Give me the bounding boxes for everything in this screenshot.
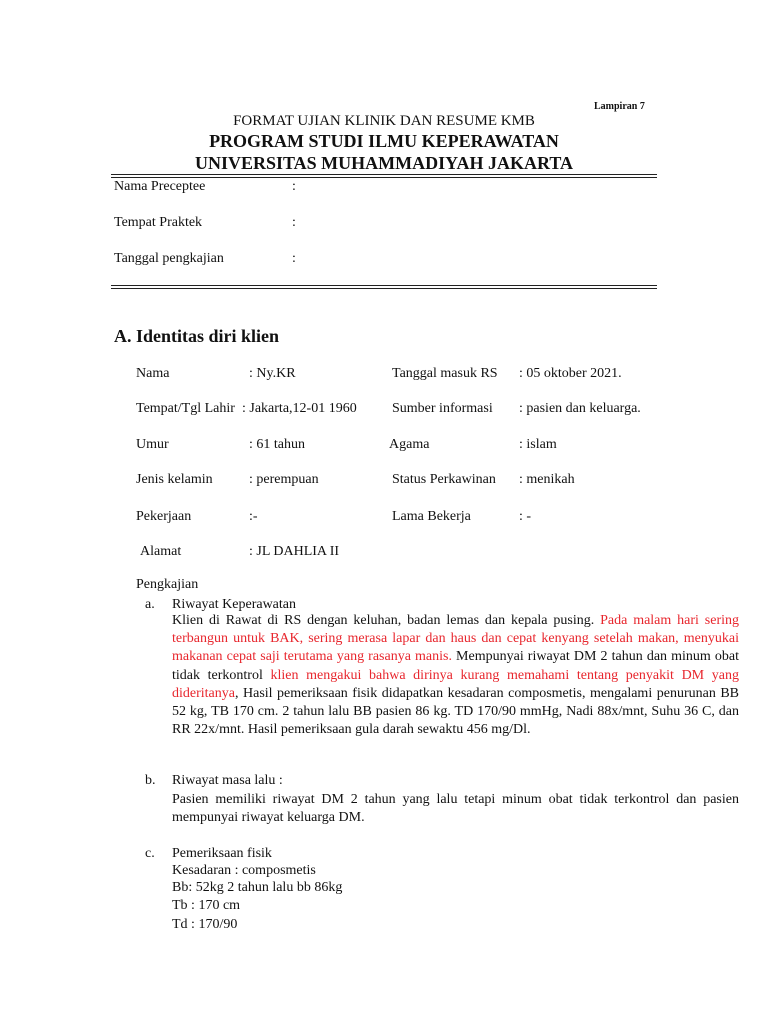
item-c-marker: c. (145, 846, 155, 861)
riwayat-masa-lalu-text: Pasien memiliki riwayat DM 2 tahun yang lalu tetapi minum obat tidak terkontrol dan pasien mempunyai riwayat keluarga DM. (172, 792, 739, 826)
riwayat-keperawatan-text (172, 612, 739, 739)
agama-label: Agama (389, 437, 430, 452)
fisik-line-kesadaran: Kesadaran : composmetis (172, 863, 316, 878)
jenis-kelamin-label: Jenis kelamin (136, 472, 213, 487)
riwayat-text-3: , Hasil pemeriksaan fisik didapatkan kesadaran composmetis, mengalami penurunan BB 52 kg, TB 170 cm. 2 tahun lalu BB pasien 86 kg. TD 170/90 mmHg, Nadi 88x/mnt, Suhu 36 C, dan RR 22x/mnt. Hasil pemeriksaan gula darah sewaktu 456 mg/Dl. (172, 685, 739, 738)
riwayat-text-red-1a: Pada malam hari (600, 613, 699, 628)
preceptee-label: Nama Preceptee (114, 179, 206, 194)
pemeriksaan-fisik-title: Pemeriksaan fisik (172, 846, 272, 861)
pengkajian-label: Pengkajian (136, 577, 199, 592)
tanggal-pengkajian-label: Tanggal pengkajian (114, 251, 224, 266)
tanggal-pengkajian-colon: : (292, 251, 296, 266)
tempat-praktek-label: Tempat Praktek (114, 215, 203, 230)
status-perkawinan-label: Status Perkawinan (392, 472, 496, 487)
jenis-kelamin-value: : perempuan (249, 472, 319, 487)
section-a-heading: A. Identitas diri klien (114, 326, 280, 346)
riwayat-masa-lalu-title: Riwayat masa lalu : (172, 773, 283, 788)
tanggal-masuk-value: : 05 oktober 2021. (519, 366, 622, 381)
umur-value: : 61 tahun (249, 437, 305, 452)
item-a-marker: a. (145, 597, 155, 612)
header-rule-thin (111, 177, 657, 178)
riwayat-text-1: Klien di Rawat di RS dengan keluhan, badan lemas dan kepala pusing. (172, 613, 601, 628)
sumber-informasi-label: Sumber informasi (392, 401, 493, 416)
alamat-value: : JL DAHLIA II (249, 544, 340, 559)
umur-label: Umur (136, 437, 169, 452)
preceptee-colon: : (292, 179, 296, 194)
ttl-label: Tempat/Tgl Lahir (136, 401, 235, 416)
tanggal-masuk-label: Tanggal masuk RS (392, 366, 498, 381)
form-title: FORMAT UJIAN KLINIK DAN RESUME KMB (233, 113, 535, 129)
nama-label: Nama (136, 366, 170, 381)
riwayat-text-red-1b: sering terbangun untuk BAK, sering merasa lapar dan haus dan cepat kenyang setelah makan, menyukai makanan cepat saji terutama yang rasanya manis. (172, 613, 740, 665)
alamat-label: Alamat (140, 544, 182, 559)
nama-value: : Ny.KR (249, 366, 296, 381)
lama-bekerja-label: Lama Bekerja (392, 509, 471, 524)
fields-rule-thin (111, 285, 657, 286)
riwayat-text-2: Mempunyai riwayat DM 2 tahun dan minum obat tidak terkontrol (172, 649, 739, 683)
riwayat-keperawatan-title: Riwayat Keperawatan (172, 597, 296, 612)
lampiran-label: Lampiran 7 (594, 101, 645, 112)
program-title: PROGRAM STUDI ILMU KEPERAWATAN (209, 131, 559, 151)
fields-rule-thick (111, 288, 657, 289)
ttl-value: : Jakarta,12-01 1960 (242, 401, 357, 416)
header-rule-thick (111, 174, 657, 175)
riwayat-text-red-2: klien mengakui bahwa dirinya kurang memahami tentang penyakit DM yang dideritanya (172, 667, 739, 701)
tempat-praktek-colon: : (292, 215, 296, 230)
status-perkawinan-value: : menikah (519, 472, 575, 487)
fisik-line-td: Td : 170/90 (172, 917, 238, 932)
item-b-marker: b. (145, 773, 156, 788)
university-title: UNIVERSITAS MUHAMMADIYAH JAKARTA (194, 153, 574, 173)
pekerjaan-value: :- (249, 509, 258, 524)
sumber-informasi-value: : pasien dan keluarga. (519, 401, 641, 416)
fisik-line-tb: Tb : 170 cm (172, 898, 241, 913)
agama-value: : islam (519, 437, 557, 452)
pekerjaan-label: Pekerjaan (136, 509, 192, 524)
lama-bekerja-value: : - (519, 509, 532, 524)
fisik-line-bb: Bb: 52kg 2 tahun lalu bb 86kg (172, 880, 343, 895)
